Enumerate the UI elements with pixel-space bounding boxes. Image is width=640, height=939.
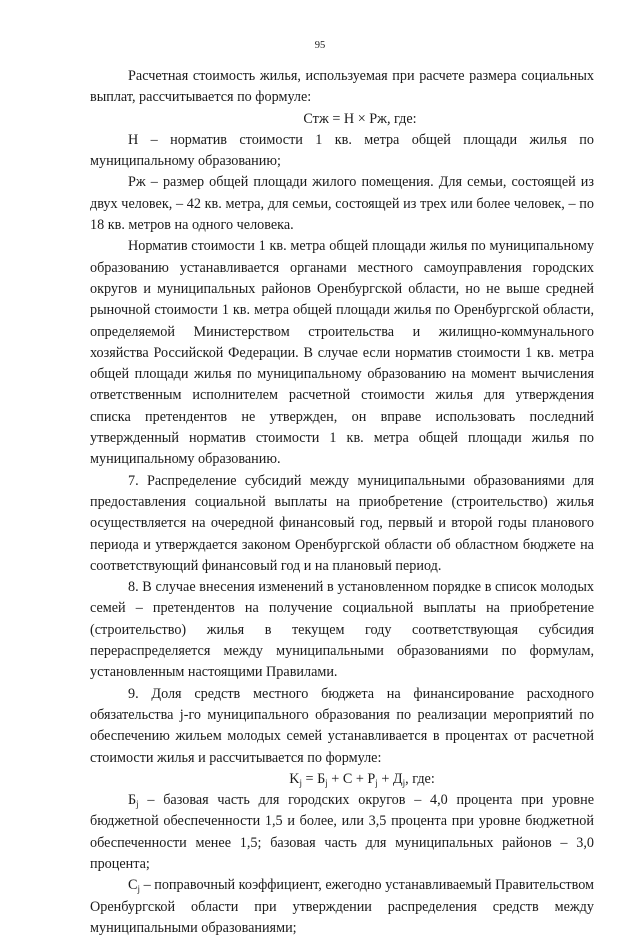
formula-housing-cost: Стж = Н × Рж, где: [303, 110, 417, 127]
paragraph-correction-coefficient [90, 875, 594, 939]
coefficient-text: – поправочный коэффициент, ежегодно устанавливаемый Правительством Оренбургской области при утверждении распределения средств между муниципальными образованиями; [90, 877, 594, 936]
paragraph-norm-definition: Н – норматив стоимости 1 кв. метра общей площади жилья по муниципальному образованию; [90, 131, 594, 170]
formula-budget-share [90, 769, 594, 790]
formula-r: Р [367, 770, 376, 787]
document-body [90, 66, 594, 939]
coefficient-sub: j [137, 884, 140, 895]
formula-b: Б [317, 770, 326, 787]
base-part-symbol: Б [128, 792, 137, 809]
paragraph-item-8: 8. В случае внесения изменений в установленном порядке в список молодых семей – претендентов на получение социальной выплаты на приобретение (строительство) жилья в текущем году соответствующая субсидия перераспределяется между муниципальными образованиями по формулам, установленным настоящими Правилами. [90, 579, 594, 681]
base-part-sub: j [136, 799, 139, 810]
coefficient-symbol: C [128, 877, 138, 894]
paragraph-cost-formula-intro: Расчетная стоимость жилья, используемая при расчете размера социальных выплат, рассчитывается по формуле: [90, 68, 594, 106]
formula-plus-c: + C + [327, 770, 368, 787]
formula-k: K [289, 770, 300, 787]
formula-d-sub: j [402, 777, 406, 788]
paragraph-area-definition: Рж – размер общей площади жилого помещения. Для семьи, состоящей из двух человек, – 42 кв. метра, для семьи, состоящей из трех или более человек, – по 18 кв. метров на одного человека. [90, 174, 594, 234]
formula-r-sub: j [375, 777, 378, 788]
base-part-text: – базовая часть для городских округов – 4,0 процента при уровне бюджетной обеспеченности 1,5 и более, или 3,5 процента при уровне бюджетной обеспеченности менее 1,5; базовая часть для муниципальных районов – 3,0 процента; [90, 792, 594, 872]
page-number: 95 [314, 40, 326, 51]
formula-plus: + [377, 770, 393, 787]
formula-eq: = [301, 770, 318, 787]
paragraph-norm-establishment: Норматив стоимости 1 кв. метра общей площади жилья по муниципальному образованию устанавливается органами местного самоуправления городских округов и муниципальных районов Оренбургской области, но не выше средней рыночной стоимости 1 кв. метра общей площади жилья по Оренбургской области, определяемой Министерством строительства и жилищно-коммунального хозяйства Российской Федерации. В случае если норматив стоимости 1 кв. метра общей площади жилья по муниципальному образованию на момент вычисления ответственным исполнителем расчетной стоимости жилья для утверждения списка претендентов не утвержден, он вправе использовать последний утвержденный норматив стоимости 1 кв. метра общей площади жилья по муниципальному образованию. [90, 238, 594, 468]
formula-b-sub: j [325, 777, 328, 788]
paragraph-item-9: 9. Доля средств местного бюджета на финансирование расходного обязательства j-го муниципального образования по реализации мероприятий по обеспечению жильем молодых семей устанавливается в процентах от расчетной стоимости жилья и рассчитывается по формуле: [90, 685, 594, 766]
formula-tail: , где: [405, 770, 435, 787]
paragraph-base-part [90, 790, 594, 875]
paragraph-item-7: 7. Распределение субсидий между муниципальными образованиями для предоставления социальной выплаты на приобретение (строительство) жилья осуществляется на очередной финансовый год, первый и второй годы планового периода и утверждается законом Оренбургской области об областном бюджете на соответствующий финансовый год и на плановый период. [90, 472, 594, 574]
formula-d: Д [392, 770, 403, 787]
formula-k-sub: j [299, 777, 302, 788]
